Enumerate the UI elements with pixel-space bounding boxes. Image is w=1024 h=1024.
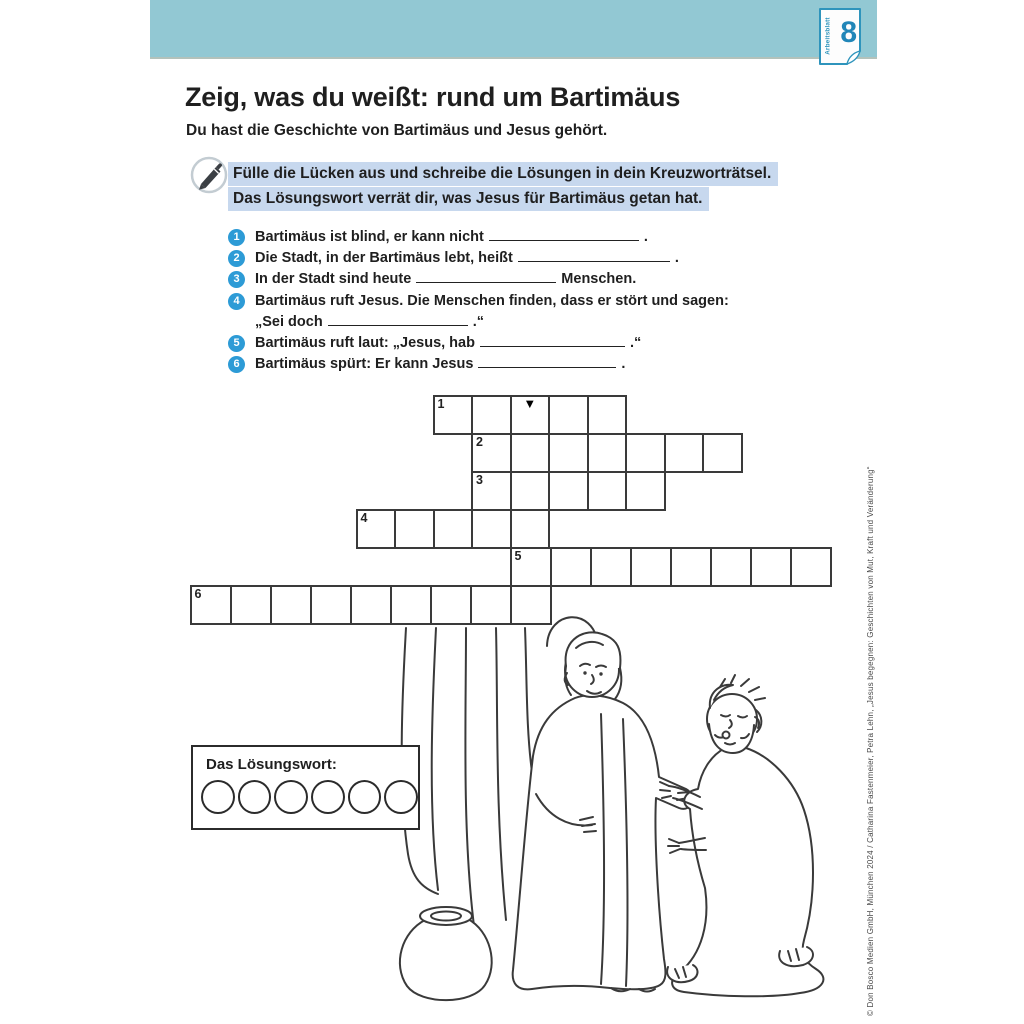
answer-blank [478, 356, 616, 368]
header-band [150, 0, 877, 57]
answer-blank [416, 271, 556, 283]
question-text: Bartimäus ist blind, er kann nicht [255, 229, 484, 245]
crossword-cell [510, 585, 552, 625]
question-text: Die Stadt, in der Bartimäus lebt, heißt [255, 250, 513, 267]
question-item [228, 291, 756, 333]
crossword-cell [230, 585, 272, 625]
question-text: .“ [629, 335, 642, 352]
crossword-cell [590, 547, 632, 587]
jug [400, 907, 492, 1000]
question-text: Bartimäus ruft Jesus. Die Menschen finden, dass er stört und sagen: [255, 292, 729, 309]
crossword-cell [190, 585, 232, 625]
crossword-row [433, 395, 628, 435]
answer-blank [328, 314, 468, 326]
instruction-line: Das Lösungswort verrät dir, was Jesus für Bartimäus getan hat. [228, 187, 709, 211]
question-text: .“ [472, 313, 484, 330]
solution-letter-circle [311, 780, 345, 814]
crossword-cell [710, 547, 752, 587]
crossword-cell [790, 547, 832, 587]
crossword-cell [270, 585, 312, 625]
crossword-cell [350, 585, 392, 625]
crossword-cell [471, 471, 512, 511]
crossword-row [510, 547, 832, 587]
question-item [228, 248, 756, 269]
crossword-cell [510, 395, 551, 435]
question-text: In der Stadt sind heute [255, 271, 412, 288]
solution-letter-circle [348, 780, 382, 814]
crossword-cell [550, 547, 592, 587]
crossword-cell [510, 433, 551, 473]
question-text: . [674, 250, 679, 267]
question-text: „Sei doch [255, 313, 323, 330]
answer-blank [480, 335, 625, 347]
question-number-badge: 5 [228, 335, 245, 352]
solution-word-box [191, 745, 420, 830]
instruction-block [228, 162, 848, 212]
instruction-line: Fülle die Lücken aus und schreibe die Lösungen in dein Kreuzworträtsel. [228, 162, 778, 186]
crossword-row-number: 3 [476, 473, 483, 487]
crossword-cell [750, 547, 792, 587]
crossword-cell [625, 433, 666, 473]
crossword-row-number: 2 [476, 435, 483, 449]
bartimaeus-figure [660, 675, 823, 996]
question-text: . [621, 356, 626, 373]
crossword-cell [510, 509, 551, 549]
crossword-cell [664, 433, 705, 473]
question-item [228, 333, 756, 354]
subtitle: Du hast die Geschichte von Bartimäus und Jesus gehört. [186, 122, 608, 139]
crossword-cell [702, 433, 743, 473]
answer-blank [518, 250, 670, 262]
question-number-badge: 4 [228, 293, 245, 310]
crossword-cell [510, 471, 551, 511]
crossword-row [471, 433, 743, 473]
solution-letter-circle [274, 780, 308, 814]
crossword-cell [394, 509, 435, 549]
solution-letter-circle [384, 780, 418, 814]
crossword-cell [310, 585, 352, 625]
worksheet-tab-label: Arbeitsblatt [824, 17, 832, 55]
question-number-badge: 1 [228, 229, 245, 246]
question-number-badge: 3 [228, 271, 245, 288]
answer-blank [489, 229, 639, 241]
crossword-row [471, 471, 666, 511]
question-list [228, 227, 756, 375]
question-text: Bartimäus spürt: Er kann Jesus [255, 356, 474, 373]
crossword-row-number: 6 [194, 587, 202, 601]
question-item [228, 227, 756, 248]
crossword-row-number: 4 [360, 511, 368, 525]
bartimaeus-jesus-illustration [380, 588, 840, 1018]
solution-letter-circle [238, 780, 272, 814]
crossword-cell [433, 395, 474, 435]
worksheet-tab [817, 7, 863, 67]
question-number-badge: 6 [228, 356, 245, 373]
crossword-cell [630, 547, 672, 587]
curtain-lines [402, 628, 532, 926]
crossword-row-number: 1 [437, 397, 445, 411]
crossword-cell [510, 547, 552, 587]
crossword-cell [548, 395, 589, 435]
arrow-down-marker: ▼ [523, 396, 537, 411]
crossword-row [356, 509, 551, 549]
question-text: Menschen. [561, 271, 637, 288]
question-item [228, 269, 756, 290]
worksheet-number: 8 [840, 16, 857, 49]
crossword-cell [548, 433, 589, 473]
copyright-credit: © Don Bosco Medien GmbH, München 2024 / Catharina Fastenmeier, Petra Lehn, „Jesus begegnen: Geschichten von Mut, Kraft und Veränderung“ [866, 466, 875, 1016]
crossword-cell [430, 585, 472, 625]
solution-word-label: Das Lösungswort: [206, 756, 337, 773]
crossword-cell [625, 471, 666, 511]
crossword-cell [548, 471, 589, 511]
crossword-cell [587, 471, 628, 511]
question-item [228, 354, 756, 375]
crossword-cell [356, 509, 397, 549]
crossword-cell [670, 547, 712, 587]
question-text: . [643, 229, 648, 245]
crossword-cell [471, 395, 512, 435]
crossword-cell [433, 509, 474, 549]
crossword-row [190, 585, 552, 625]
jesus-figure [513, 632, 692, 991]
solution-circles [201, 780, 418, 814]
page-title: Zeig, was du weißt: rund um Bartimäus [185, 82, 681, 112]
crossword-cell [587, 433, 628, 473]
crossword-cell [471, 433, 512, 473]
crossword-cell [390, 585, 432, 625]
crossword-row-number: 5 [514, 549, 522, 563]
question-text: Bartimäus ruft laut: „Jesus, hab [255, 335, 475, 352]
solution-letter-circle [201, 780, 235, 814]
crossword-cell [470, 585, 512, 625]
crossword-cell [471, 509, 512, 549]
pencil-icon [190, 155, 230, 195]
question-number-badge: 2 [228, 250, 245, 267]
crossword-cell [587, 395, 628, 435]
